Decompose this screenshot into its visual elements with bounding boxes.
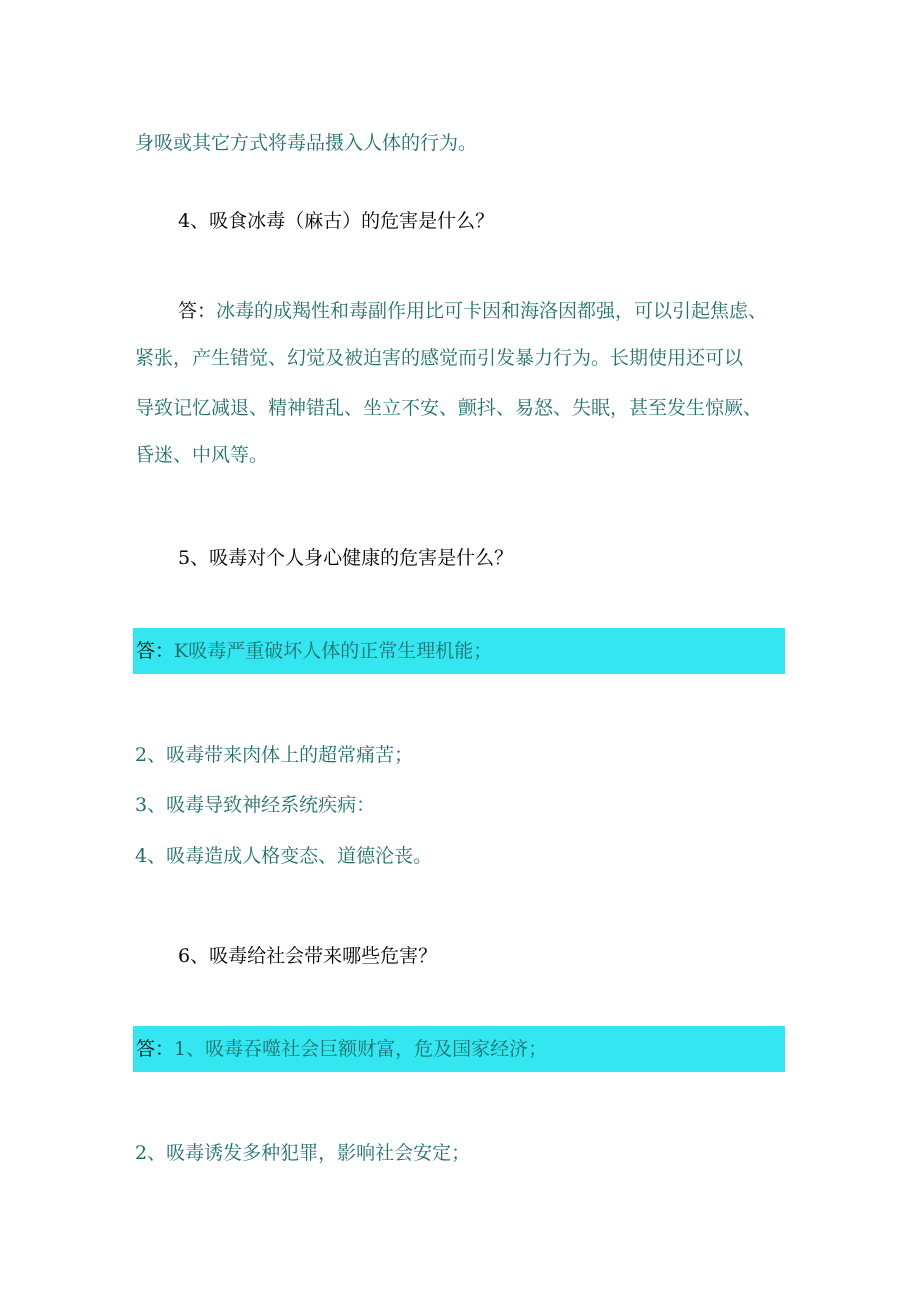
answer-label: 答：	[136, 640, 175, 662]
answer-6-line-2: 2、吸毒诱发多种犯罪，影响社会安定；	[135, 1142, 471, 1164]
paragraph-line: 身吸或其它方式将毒品摄入人体的行为。	[135, 132, 478, 154]
highlight-band	[133, 1026, 785, 1072]
answer-6-line-1	[136, 1036, 547, 1062]
answer-5-line-2: 2、吸毒带来肉体上的超常痛苦；	[135, 744, 414, 766]
answer-4-line-4: 昏迷、中风等。	[135, 444, 269, 466]
answer-4-line-3: 导致记忆减退、精神错乱、坐立不安、颤抖、易怒、失眠，甚至发生惊厥、	[135, 397, 763, 419]
answer-text: 冰毒的成羯性和毒副作用比可卡因和海洛因都强，可以引起焦虑、	[216, 300, 768, 322]
answer-label: 答：	[136, 1038, 175, 1060]
answer-5-line-4: 4、吸毒造成人格变态、道德沦丧。	[135, 845, 433, 867]
answer-label: 答：	[178, 300, 217, 322]
answer-4-line-2: 紧张，产生错觉、幻觉及被迫害的感觉而引发暴力行为。长期使用还可以	[135, 347, 744, 369]
answer-text: 1、吸毒吞噬社会巨额财富，危及国家经济；	[174, 1038, 548, 1060]
question-5: 5、吸毒对个人身心健康的危害是什么？	[178, 547, 514, 569]
highlight-band	[133, 628, 785, 674]
question-6: 6、吸毒给社会带来哪些危害？	[178, 945, 438, 967]
question-4: 4、吸食冰毒（麻古）的危害是什么？	[178, 210, 495, 232]
answer-text: K吸毒严重破坏人体的正常生理机能；	[174, 640, 493, 662]
answer-5-line-1	[136, 638, 492, 664]
answer-5-line-3: 3、吸毒导致神经系统疾病：	[135, 794, 376, 816]
answer-4-line-1	[178, 298, 767, 324]
